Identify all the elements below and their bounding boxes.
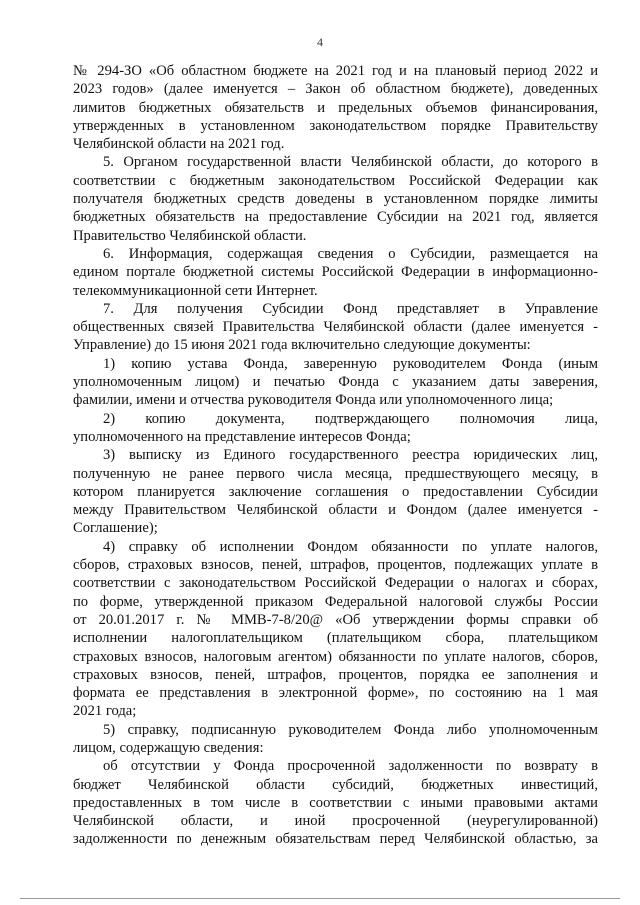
text-line: бюджет Челябинской области субсидий, бюджетных инвестиций, bbox=[73, 776, 598, 793]
text-line: Правительство Челябинской области. bbox=[73, 227, 307, 244]
text-line: 2) копию документа, подтверждающего полномочия лица, bbox=[103, 410, 598, 427]
text-line: исполнении налогоплательщиком (плательщиком сбора, плательщиком bbox=[73, 630, 598, 647]
text-line: 3) выписку из Единого государственного реестра юридических лиц, bbox=[103, 447, 598, 464]
text-line: фамилии, имени и отчества руководителя Фонда или уполномоченного лица; bbox=[73, 392, 554, 409]
text-line: по форме, утвержденной приказом Федеральной налоговой службы России bbox=[73, 593, 598, 610]
text-line: лимитов бюджетных обязательств и предельных объемов финансирования, bbox=[73, 99, 598, 116]
text-line: 6. Информация, содержащая сведения о Субсидии, размещается на bbox=[103, 245, 598, 262]
text-line: котором планируется заключение соглашения о предоставлении Субсидии bbox=[73, 483, 598, 500]
text-line: Челябинской области на 2021 год. bbox=[73, 136, 285, 153]
page-number: 4 bbox=[317, 35, 323, 49]
text-line: об отсутствии у Фонда просроченной задолженности по возврату в bbox=[103, 758, 598, 775]
text-line: 2021 года; bbox=[73, 703, 137, 720]
text-line: соответствии с бюджетным законодательством Российской Федерации как bbox=[73, 172, 598, 189]
text-line: от 20.01.2017 г. № ММВ-7-8/20@ «Об утверждении формы справки об bbox=[73, 611, 598, 628]
text-line: 1) копию устава Фонда, заверенную руководителем Фонда (иным bbox=[103, 355, 598, 372]
text-line: 5) справку, подписанную руководителем Фонда либо уполномоченным bbox=[103, 721, 598, 738]
text-line: уполномоченным лицом) и печатью Фонда с указанием даты заверения, bbox=[73, 374, 598, 391]
text-line: предоставленных в том числе в соответствии с иными правовыми актами bbox=[73, 794, 598, 811]
text-line: формата ее представления в электронной форме», по состоянию на 1 мая bbox=[73, 685, 598, 702]
text-line: между Правительством Челябинской области и Фондом (далее именуется - bbox=[73, 502, 598, 519]
document-body bbox=[73, 62, 598, 849]
text-line: сборов, страховых взносов, пеней, штрафов, процентов, подлежащих уплате в bbox=[73, 557, 598, 574]
text-line: 4) справку об исполнении Фондом обязанности по уплате налогов, bbox=[103, 538, 598, 555]
text-line: 7. Для получения Субсидии Фонд представляет в Управление bbox=[103, 300, 598, 317]
text-line: страховых взносов, налоговым агентом) обязанности по уплате налогов, сборов, bbox=[73, 648, 598, 665]
text-line: соответствии с законодательством Российской Федерации о налогах и сборах, bbox=[73, 575, 598, 592]
text-line: страховых взносов, пеней, штрафов, процентов, порядка ее заполнения и bbox=[73, 666, 598, 683]
text-line: № 294-ЗО «Об областном бюджете на 2021 год и на плановый период 2022 и bbox=[73, 63, 598, 79]
text-line: Челябинской области, и иной просроченной (неурегулированной) bbox=[73, 813, 598, 830]
text-line: бюджетных обязательств на предоставление Субсидии на 2021 год, является bbox=[73, 209, 598, 226]
text-line: общественных связей Правительства Челябинской области (далее именуется - bbox=[73, 319, 598, 336]
text-line: Соглашение); bbox=[73, 520, 158, 537]
text-line: уполномоченного на представление интересов Фонда; bbox=[73, 428, 411, 445]
text-line: Управление) до 15 июня 2021 года включительно следующие документы: bbox=[73, 337, 531, 354]
page-bottom-rule bbox=[20, 898, 620, 899]
text-line: телекоммуникационной сети Интернет. bbox=[73, 282, 318, 299]
text-line: лицом, содержащую сведения: bbox=[73, 739, 264, 756]
text-line: полученную не ранее первого числа месяца, предшествующего месяцу, в bbox=[73, 465, 598, 482]
text-line: утвержденных в установленном законодательством порядке Правительству bbox=[73, 117, 598, 134]
text-line: задолженности по денежным обязательствам перед Челябинской областью, за bbox=[73, 831, 598, 848]
text-line: 2023 годов» (далее именуется – Закон об областном бюджете), доведенных bbox=[73, 81, 598, 98]
text-line: едином портале бюджетной системы Российской Федерации в информационно- bbox=[73, 264, 598, 281]
text-line: получателя бюджетных средств доведены в установленном порядке лимиты bbox=[73, 191, 598, 208]
text-line: 5. Органом государственной власти Челябинской области, до которого в bbox=[103, 154, 598, 171]
